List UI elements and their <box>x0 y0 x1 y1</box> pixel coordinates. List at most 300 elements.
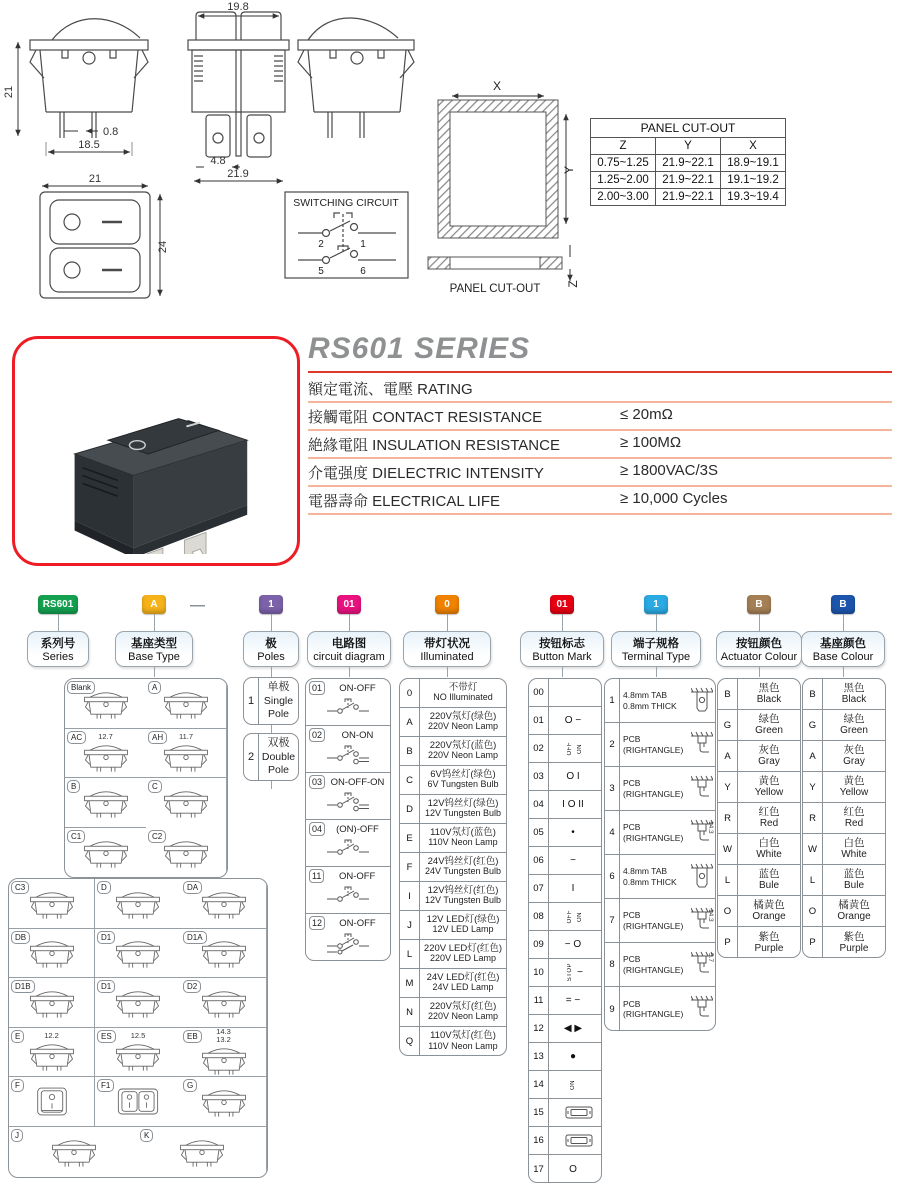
option-code: E <box>400 824 420 852</box>
circuit-option <box>306 726 390 773</box>
option-code: W <box>803 834 823 864</box>
illuminated-option <box>400 853 506 882</box>
colour-cn: 黄色 <box>843 775 865 788</box>
option-code: L <box>718 865 738 895</box>
colour-en: White <box>841 849 867 861</box>
cutout-y-label: Y <box>562 165 576 175</box>
mark-symbol: ◀ ▶ <box>563 1023 583 1034</box>
button-mark-option <box>529 791 601 819</box>
mark-symbol: STOP <box>567 963 574 982</box>
base-type-cell <box>146 778 227 828</box>
rocker-switch-icon <box>113 936 163 969</box>
base-type-dim: 12.5 <box>130 1030 146 1040</box>
connector-line <box>447 614 448 631</box>
terminal-2-label: 2 <box>318 239 324 250</box>
panel-cutout-drawing <box>438 96 566 238</box>
terminal-options-panel <box>604 678 716 1031</box>
mark-symbol-2: ON <box>577 911 583 922</box>
base-type-dim: 11.7 <box>178 731 194 741</box>
colour-option <box>718 679 800 710</box>
terminal-line1: PCB <box>623 734 641 745</box>
base-type-dim2: 13.2 <box>216 1034 231 1044</box>
dim-0-8: 0.8 <box>103 126 119 138</box>
colour-en: Green <box>755 725 783 737</box>
mark-symbol: ● <box>569 1051 577 1062</box>
option-code: 14 <box>529 1071 549 1098</box>
colour-option <box>803 741 885 772</box>
option-code: 02 <box>529 735 549 762</box>
rocker-switch-icon <box>199 1085 249 1118</box>
mark-symbol: = − <box>565 995 581 1006</box>
rocker-switch-icon <box>199 1043 249 1076</box>
col-actuator-colour <box>716 595 802 677</box>
terminal-dim: 14.3 <box>707 821 714 834</box>
option-code: 02 <box>309 728 325 742</box>
product-photo <box>23 348 289 554</box>
spec-row <box>308 459 892 487</box>
rocker-switch-icon <box>161 687 211 720</box>
illuminated-cn: 12V LED灯(绿色) <box>426 913 500 925</box>
terminal-line1: PCB <box>623 954 641 965</box>
terminal-line1: PCB <box>623 778 641 789</box>
colour-option <box>803 803 885 834</box>
option-code: O <box>803 896 823 926</box>
base-type-code: G <box>183 1079 197 1092</box>
terminal-line2: (RIGHTANGLE) <box>623 964 684 975</box>
spec-value: ≥ 10,000 Cycles <box>620 490 728 507</box>
base-type-cell <box>95 1077 181 1127</box>
col-poles <box>243 595 299 789</box>
rocker-front-icon <box>27 1085 77 1118</box>
terminal-line2: (RIGHTANGLE) <box>623 920 684 931</box>
badge-base-type: A <box>142 595 166 614</box>
circuit-option <box>306 867 390 914</box>
connector-line <box>58 614 59 631</box>
circuit-schematic-icon <box>325 790 371 814</box>
label-actuator-colour: 按钮颜色 Actuator Colour <box>716 631 802 667</box>
base-type-cell <box>95 879 181 929</box>
rocker-switch-icon <box>81 786 131 819</box>
connector-line <box>562 667 563 677</box>
front-view-drawing <box>40 186 160 298</box>
mark-symbol: − O <box>564 939 582 950</box>
rocker-switch-icon <box>113 986 163 1019</box>
option-code: 1 <box>605 679 620 722</box>
base-type-code: D1 <box>97 931 115 944</box>
option-code: B <box>400 737 420 765</box>
terminal-line2: 0.8mm THICK <box>623 700 677 711</box>
colour-option <box>803 865 885 896</box>
option-code: Q <box>400 1027 420 1056</box>
option-code: 6 <box>605 855 620 898</box>
rocker-switch-icon <box>113 887 163 920</box>
connector-line <box>271 781 272 789</box>
connector-line <box>759 667 760 677</box>
button-mark-option <box>529 1071 601 1099</box>
option-code: R <box>718 803 738 833</box>
col-button-mark <box>520 595 604 677</box>
colour-option <box>718 710 800 741</box>
option-code: 01 <box>529 707 549 734</box>
label-illuminated: 带灯状况 Illuminated <box>403 631 491 667</box>
option-code: 12 <box>529 1015 549 1042</box>
button-mark-option <box>529 819 601 847</box>
base-type-cell <box>138 1127 267 1176</box>
button-mark-option <box>529 1043 601 1071</box>
illuminated-cn: 220V氖灯(绿色) <box>429 710 497 722</box>
circuit-option <box>306 679 390 726</box>
rocker-switch-icon <box>161 740 211 773</box>
rocker-switch-icon <box>161 836 211 869</box>
illuminated-en: 12V Tungsten Bulb <box>424 808 502 819</box>
illuminated-option <box>400 737 506 766</box>
illuminated-cn: 220V LED灯(红色) <box>423 942 503 954</box>
base-type-cell <box>181 978 267 1028</box>
base-type-code: C1 <box>67 830 85 843</box>
badge-illuminated: 0 <box>435 595 459 614</box>
option-code: 07 <box>529 875 549 902</box>
illuminated-en: 110V Neon Lamp <box>428 1040 498 1051</box>
illuminated-en: 220V LED Lamp <box>429 953 497 964</box>
button-mark-option <box>529 847 601 875</box>
connector-line <box>271 725 272 733</box>
connector-line <box>759 614 760 631</box>
connector-line <box>154 667 155 677</box>
colour-en: Gray <box>843 756 865 768</box>
rocker-switch-icon <box>113 1039 163 1072</box>
label-base-type: 基座类型 Base Type <box>115 631 193 667</box>
rocker-switch-icon <box>199 986 249 1019</box>
terminal-dim: 5.7 <box>707 953 714 963</box>
z-value: 2.00~3.00 <box>591 189 656 206</box>
terminal-line2: (RIGHTANGLE) <box>623 788 684 799</box>
base-type-code: F1 <box>97 1079 114 1092</box>
terminal-option <box>605 987 715 1031</box>
option-code: A <box>400 708 420 736</box>
label-base-colour: 基座颜色 Base Colour <box>801 631 885 667</box>
colour-option <box>718 803 800 834</box>
illuminated-option <box>400 679 506 708</box>
y-value: 21.9~22.1 <box>656 172 721 189</box>
option-code: 09 <box>529 931 549 958</box>
illuminated-en: 220V Neon Lamp <box>427 1011 499 1022</box>
base-type-grid-lower <box>8 878 268 1178</box>
colour-en: Purple <box>754 942 784 954</box>
panel-cutout-table <box>590 118 786 206</box>
base-type-cell <box>65 679 146 729</box>
base-type-cell <box>181 879 267 929</box>
illuminated-en: 12V LED Lamp <box>432 924 494 935</box>
base-type-cell <box>9 879 95 929</box>
base-type-code: AH <box>148 731 167 744</box>
base-type-cell <box>9 1028 95 1078</box>
circuit-label: (ON)-OFF <box>336 823 379 835</box>
illuminated-en: NO Illuminated <box>433 692 493 703</box>
colour-option <box>718 834 800 865</box>
connector-line <box>447 667 448 677</box>
button-mark-option <box>529 875 601 903</box>
base-type-cell <box>9 1127 138 1176</box>
base-type-code: F <box>11 1079 24 1092</box>
option-code: F <box>400 853 420 881</box>
badge-poles: 1 <box>259 595 283 614</box>
x-value: 19.1~19.2 <box>721 172 786 189</box>
illuminated-option <box>400 940 506 969</box>
colour-en: Bule <box>758 880 779 892</box>
option-code: 12 <box>309 916 325 930</box>
option-code: N <box>400 998 420 1026</box>
base-type-code: DB <box>11 931 30 944</box>
illuminated-en: 220V Neon Lamp <box>427 750 499 761</box>
badge-actuator-colour: B <box>747 595 771 614</box>
base-type-cell <box>65 828 146 878</box>
illuminated-option <box>400 969 506 998</box>
table-title: PANEL CUT-OUT <box>591 119 786 138</box>
button-mark-option <box>529 763 601 791</box>
button-mark-option <box>529 1099 601 1127</box>
pole-cn: 单极 <box>267 681 290 693</box>
rocker-mark-icon <box>564 1105 594 1120</box>
option-code: 01 <box>309 681 325 695</box>
spec-row-rating <box>308 375 892 403</box>
base-type-cell <box>181 929 267 979</box>
mark-symbol: OFF <box>567 909 573 924</box>
circuit-label: ON-OFF <box>339 917 376 929</box>
circuit-schematic-icon <box>325 743 371 767</box>
pcb-terminal-icon <box>691 995 713 1023</box>
base-type-code: AC <box>67 731 86 744</box>
base-type-cell <box>146 679 227 729</box>
option-code: 7 <box>605 899 620 942</box>
terminal-option <box>605 767 715 811</box>
col-circuit <box>307 595 391 677</box>
circuit-label: ON-OFF <box>338 870 376 882</box>
col-terminal <box>611 595 701 677</box>
dim-18-5: 18.5 <box>78 139 100 151</box>
terminal-option <box>605 679 715 723</box>
option-code: Y <box>718 772 738 802</box>
ordering-code-section <box>0 585 900 1184</box>
pole-en: Single Pole <box>263 694 294 720</box>
base-type-cell <box>65 778 146 828</box>
button-mark-option <box>529 987 601 1015</box>
switching-circuit-title: SWITCHING CIRCUIT <box>293 197 399 209</box>
option-code: 2 <box>605 723 620 766</box>
terminal-6-label: 6 <box>360 266 366 277</box>
option-code: P <box>718 927 738 958</box>
illuminated-en: 24V LED Lamp <box>432 982 494 993</box>
spec-value: ≤ 20mΩ <box>620 406 673 423</box>
illuminated-cn: 12V钨丝灯(红色) <box>427 884 499 896</box>
option-code: 0 <box>400 679 420 707</box>
dim-19-8: 19.8 <box>227 1 249 13</box>
base-type-code: Blank <box>67 681 95 694</box>
code-separator: — <box>190 597 205 614</box>
option-code: A <box>718 741 738 771</box>
base-type-dim: 14.3 <box>216 1027 231 1037</box>
label-series: 系列号 Series <box>27 631 89 667</box>
illuminated-cn: 24V钨丝灯(红色) <box>427 855 499 867</box>
rocker-switch-icon <box>27 936 77 969</box>
option-code: 06 <box>529 847 549 874</box>
terminal-line2: 0.8mm THICK <box>623 876 677 887</box>
option-code: W <box>718 834 738 864</box>
badge-button-mark: 01 <box>550 595 574 614</box>
rocker-switch-icon <box>81 836 131 869</box>
rocker-switch-icon <box>199 887 249 920</box>
colour-cn: 灰色 <box>843 744 865 757</box>
base-type-cell <box>95 978 181 1028</box>
terminal-5-label: 5 <box>318 266 324 277</box>
table-row <box>591 172 786 189</box>
option-code: 8 <box>605 943 620 986</box>
illuminated-cn: 220V氖灯(红色) <box>429 1000 497 1012</box>
base-type-code: EB <box>183 1030 202 1043</box>
circuit-schematic-icon <box>325 696 371 720</box>
colour-option <box>718 772 800 803</box>
col-header-z: Z <box>591 138 656 155</box>
colour-cn: 橘黄色 <box>838 899 870 912</box>
illuminated-cn: 12V钨丝灯(绿色) <box>427 797 499 809</box>
dim-21-9: 21.9 <box>227 168 249 180</box>
circuit-label: ON-OFF <box>339 682 376 694</box>
spec-row <box>308 487 892 515</box>
colour-en: Bule <box>843 880 864 892</box>
colour-cn: 红色 <box>758 806 780 819</box>
tab-terminal-icon <box>691 687 713 715</box>
terminal-option <box>605 943 715 987</box>
col-series <box>27 595 89 667</box>
colour-option <box>718 741 800 772</box>
colour-cn: 灰色 <box>758 744 780 757</box>
illuminated-option <box>400 1027 506 1056</box>
terminal-option <box>605 899 715 943</box>
illuminated-cn: 24V LED灯(红色) <box>426 971 500 983</box>
colour-cn: 黑色 <box>843 682 865 695</box>
illuminated-option <box>400 795 506 824</box>
colour-cn: 蓝色 <box>758 868 780 881</box>
colour-option <box>803 710 885 741</box>
mark-symbol: O I <box>566 771 580 782</box>
colour-cn: 黄色 <box>758 775 780 788</box>
colour-en: Green <box>840 725 868 737</box>
colour-option <box>718 927 800 958</box>
colour-cn: 白色 <box>758 837 780 850</box>
illuminated-option <box>400 708 506 737</box>
divider <box>308 371 892 373</box>
illuminated-option <box>400 998 506 1027</box>
colour-en: Red <box>759 818 779 830</box>
dim-front-21: 21 <box>88 173 102 185</box>
button-mark-option <box>529 959 601 987</box>
connector-line <box>349 667 350 677</box>
rocker-switch-icon <box>161 786 211 819</box>
terminal-option <box>605 723 715 767</box>
option-code: 04 <box>309 822 325 836</box>
connector-line <box>271 614 272 631</box>
option-code: J <box>400 911 420 939</box>
badge-series: RS601 <box>38 595 79 614</box>
option-code: 4 <box>605 811 620 854</box>
option-code: D <box>400 795 420 823</box>
rocker-switch-icon <box>27 887 77 920</box>
label-poles: 极 Poles <box>243 631 299 667</box>
button-mark-option <box>529 679 601 707</box>
colour-option <box>803 679 885 710</box>
z-value: 1.25~2.00 <box>591 172 656 189</box>
dim-front-24: 24 <box>157 240 169 254</box>
illuminated-option <box>400 824 506 853</box>
connector-line <box>562 614 563 631</box>
terminal-option <box>605 811 715 855</box>
terminal-line1: PCB <box>623 998 641 1009</box>
product-photo-frame <box>12 336 300 566</box>
connector-line <box>656 614 657 631</box>
base-type-code: D1A <box>183 931 207 944</box>
colour-en: Orange <box>837 911 871 923</box>
base-type-code: ES <box>97 1030 116 1043</box>
circuit-option <box>306 820 390 867</box>
pcb-terminal-icon <box>691 775 713 803</box>
option-code: 9 <box>605 987 620 1031</box>
connector-line <box>843 667 844 677</box>
table-row <box>591 189 786 206</box>
terminal-line1: PCB <box>623 910 641 921</box>
pole-code: 1 <box>244 678 259 724</box>
base-type-cell <box>9 1077 95 1127</box>
colour-en: Orange <box>752 911 786 923</box>
button-mark-option <box>529 903 601 931</box>
base-type-dim: 12.2 <box>44 1030 59 1040</box>
colour-cn: 绿色 <box>758 713 780 726</box>
option-code: 3 <box>605 767 620 810</box>
option-code: O <box>718 896 738 926</box>
terminal-line1: PCB <box>623 822 641 833</box>
mark-symbol: I <box>571 883 575 894</box>
connector-line <box>656 667 657 677</box>
option-code: B <box>803 679 823 709</box>
option-code: G <box>718 710 738 740</box>
pole-cn: 双极 <box>267 737 290 749</box>
terminal-1-label: 1 <box>360 239 366 250</box>
base-type-code: D1B <box>11 980 35 993</box>
base-type-code: D2 <box>183 980 201 993</box>
option-code: G <box>803 710 823 740</box>
colour-en: Black <box>841 694 867 706</box>
badge-circuit: 01 <box>337 595 361 614</box>
button-mark-option <box>529 931 601 959</box>
colour-option <box>718 896 800 927</box>
base-type-cell <box>95 929 181 979</box>
terminal-line2: (RIGHTANGLE) <box>623 1009 684 1019</box>
circuit-schematic-icon <box>325 931 371 955</box>
mark-symbol: O − <box>564 715 582 726</box>
colour-cn: 绿色 <box>843 713 865 726</box>
colour-en: Yellow <box>754 787 784 799</box>
base-type-code: A <box>148 681 161 694</box>
col-base-type <box>115 595 193 677</box>
colour-en: Black <box>756 694 782 706</box>
terminal-line2: (RIGHTANGLE) <box>623 744 684 755</box>
connector-line <box>349 614 350 631</box>
option-code: I <box>400 882 420 910</box>
base-type-code: DA <box>183 881 202 894</box>
cutout-z-label: Z <box>566 280 580 288</box>
illuminated-cn: 110V氖灯(蓝色) <box>430 826 496 838</box>
badge-terminal: 1 <box>644 595 668 614</box>
spec-row <box>308 403 892 431</box>
option-code: 03 <box>309 775 325 789</box>
